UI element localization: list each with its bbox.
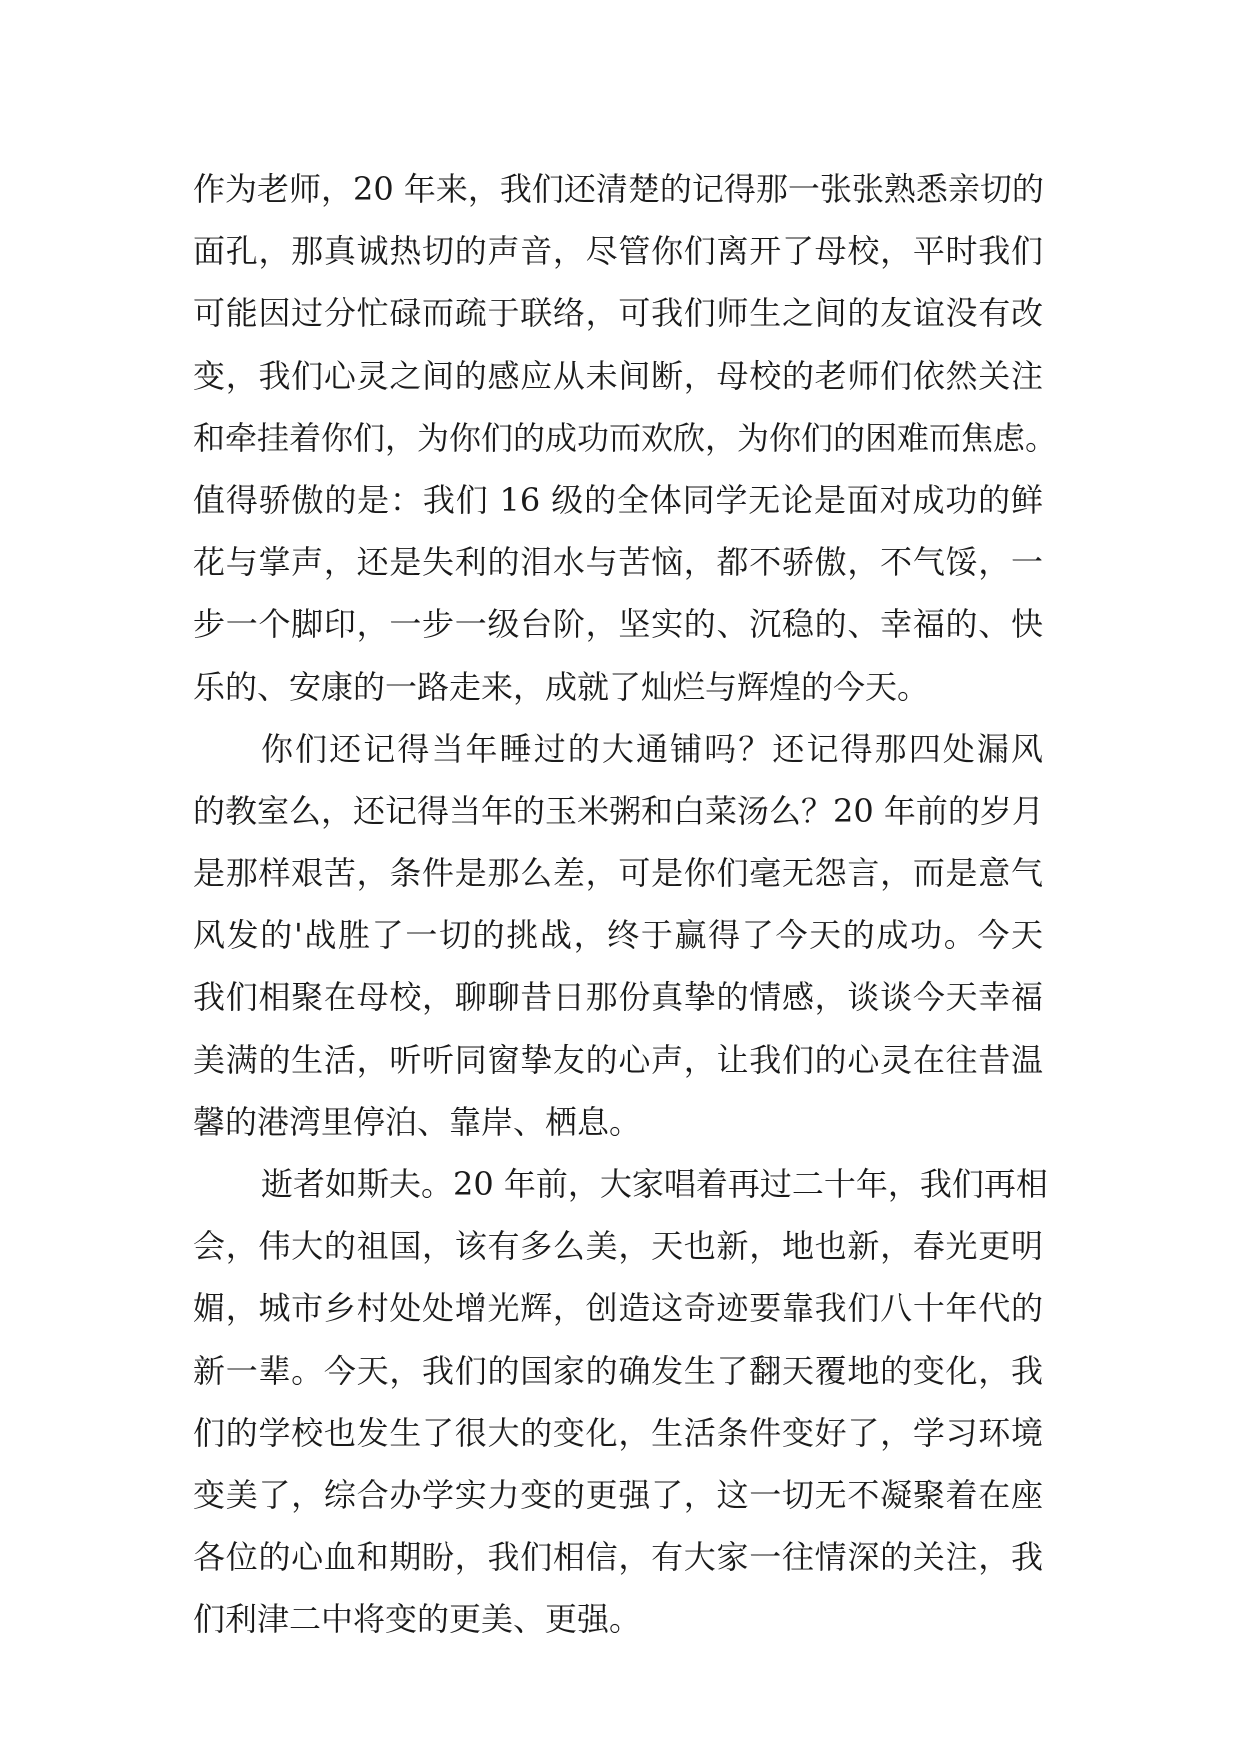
text-line: 各位的心血和期盼，我们相信，有大家一往情深的关注，我 bbox=[193, 1538, 1043, 1577]
text-line: 们利津二中将变的更美、更强。 bbox=[193, 1600, 642, 1639]
text-line: 作为老师，20 年来，我们还清楚的记得那一张张熟悉亲切的 bbox=[193, 170, 1044, 208]
text-line: 我们相聚在母校，聊聊昔日那份真挚的情感，谈谈今天幸福 bbox=[193, 978, 1043, 1017]
text-line: 新一辈。今天，我们的国家的确发生了翻天覆地的变化，我 bbox=[193, 1351, 1043, 1390]
text-line: 面孔，那真诚热切的声音，尽管你们离开了母校，平时我们 bbox=[193, 232, 1043, 271]
text-line: 的教室么，还记得当年的玉米粥和白菜汤么？20 年前的岁月 bbox=[193, 791, 1044, 830]
text-line: 逝者如斯夫。20 年前，大家唱着再过二十年，我们再相 bbox=[261, 1165, 1048, 1203]
text-line: 乐的、安康的一路走来，成就了灿烂与辉煌的今天。 bbox=[193, 667, 930, 706]
text-line: 花与掌声，还是失利的泪水与苦恼，都不骄傲，不气馁，一 bbox=[193, 543, 1043, 582]
text-line: 值得骄傲的是：我们 16 级的全体同学无论是面对成功的鲜 bbox=[193, 480, 1043, 519]
text-line: 可能因过分忙碌而疏于联络，可我们师生之间的友谊没有改 bbox=[193, 294, 1043, 333]
text-line: 变，我们心灵之间的感应从未间断，母校的老师们依然关注 bbox=[193, 356, 1043, 395]
text-line: 步一个脚印，一步一级台阶，坚实的、沉稳的、幸福的、快 bbox=[193, 605, 1043, 644]
body-text bbox=[193, 158, 1058, 1651]
text-line: 媚，城市乡村处处增光辉，创造这奇迹要靠我们八十年代的 bbox=[193, 1289, 1043, 1328]
text-line: 会，伟大的祖国，该有多么美，天也新，地也新，春光更明 bbox=[193, 1227, 1043, 1266]
text-line: 是那样艰苦，条件是那么差，可是你们毫无怨言，而是意气 bbox=[193, 854, 1043, 893]
text-line: 和牵挂着你们，为你们的成功而欢欣，为你们的困难而焦虑。 bbox=[193, 418, 1058, 457]
text-line: 馨的港湾里停泊、靠岸、栖息。 bbox=[193, 1102, 642, 1141]
text-line: 美满的生活，听听同窗挚友的心声，让我们的心灵在往昔温 bbox=[193, 1040, 1043, 1079]
text-line: 你们还记得当年睡过的大通铺吗？还记得那四处漏风 bbox=[261, 729, 1043, 768]
text-line: 变美了，综合办学实力变的更强了，这一切无不凝聚着在座 bbox=[193, 1475, 1043, 1514]
text-line: 风发的'战胜了一切的挑战，终于赢得了今天的成功。今天 bbox=[193, 916, 1043, 955]
text-line: 们的学校也发生了很大的变化，生活条件变好了，学习环境 bbox=[193, 1413, 1043, 1452]
